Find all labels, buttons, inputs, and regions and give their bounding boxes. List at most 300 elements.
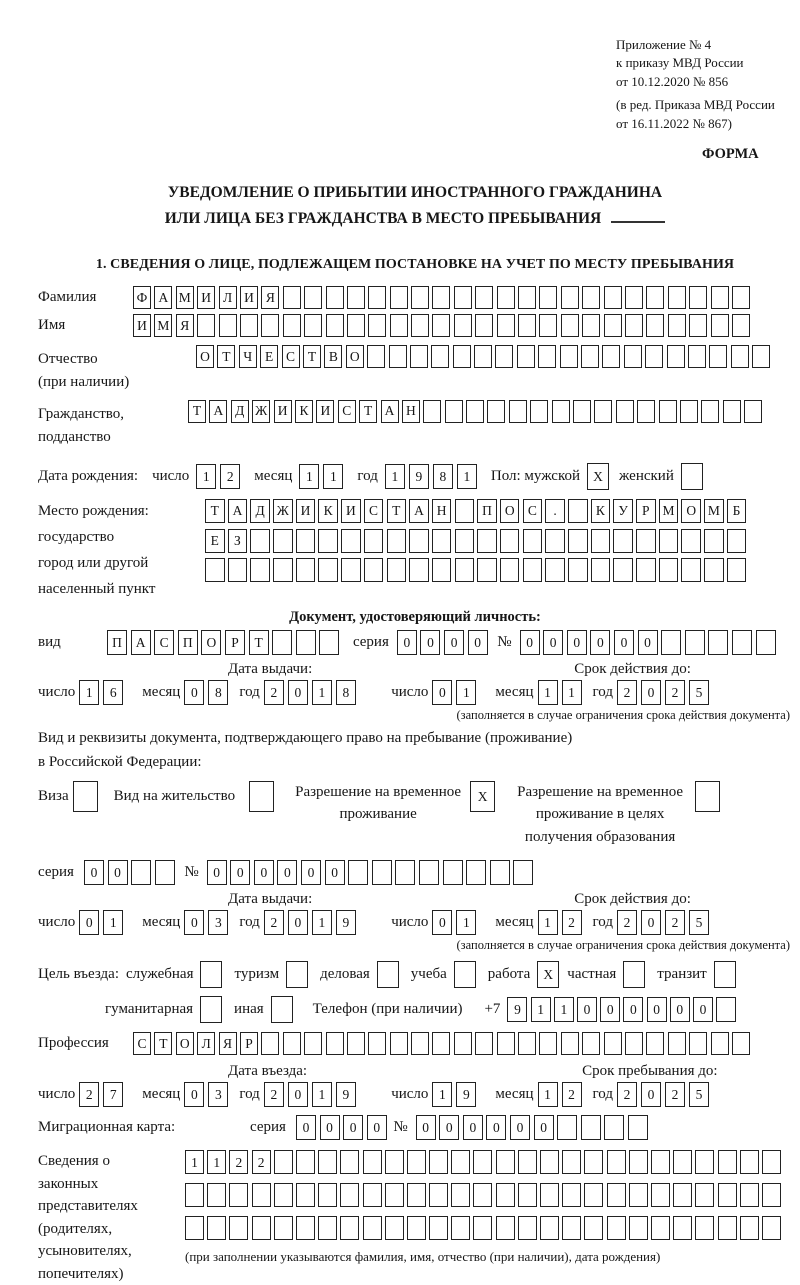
form-cell-empty[interactable] xyxy=(389,345,407,368)
form-cell-filled[interactable]: П xyxy=(107,630,127,655)
form-cell-empty[interactable] xyxy=(629,1216,648,1240)
form-cell-filled[interactable]: 0 xyxy=(320,1115,340,1140)
form-cell-empty[interactable] xyxy=(410,345,428,368)
form-cell-filled[interactable]: А xyxy=(154,286,172,309)
form-cell-empty[interactable] xyxy=(646,314,664,337)
form-cell-empty[interactable] xyxy=(372,860,392,885)
form-cell-empty[interactable] xyxy=(539,1032,557,1055)
form-cell-filled[interactable]: 0 xyxy=(184,680,204,705)
form-cell-filled[interactable]: 0 xyxy=(343,1115,363,1140)
form-cell-filled[interactable]: 2 xyxy=(79,1082,99,1107)
form-cell-filled[interactable]: Ч xyxy=(239,345,257,368)
form-cell-empty[interactable] xyxy=(680,400,698,423)
form-cell-filled[interactable]: 0 xyxy=(184,1082,204,1107)
form-cell-empty[interactable] xyxy=(318,1183,337,1207)
form-cell-empty[interactable] xyxy=(455,558,475,582)
form-cell-empty[interactable] xyxy=(432,286,450,309)
form-cell-empty[interactable] xyxy=(252,1183,271,1207)
form-cell-empty[interactable] xyxy=(668,286,686,309)
form-cell-empty[interactable] xyxy=(274,1183,293,1207)
form-cell-empty[interactable] xyxy=(466,400,484,423)
form-cell-filled[interactable]: 0 xyxy=(463,1115,483,1140)
form-cell-empty[interactable] xyxy=(518,1216,537,1240)
form-cell-filled[interactable]: 0 xyxy=(184,910,204,935)
form-cell-filled[interactable]: С xyxy=(154,630,174,655)
form-cell-filled[interactable]: О xyxy=(681,499,701,523)
form-cell-empty[interactable] xyxy=(185,1216,204,1240)
form-cell-empty[interactable] xyxy=(197,314,215,337)
form-cell-empty[interactable] xyxy=(740,1150,759,1174)
form-cell-empty[interactable] xyxy=(411,314,429,337)
form-cell-empty[interactable] xyxy=(607,1216,626,1240)
form-cell-empty[interactable] xyxy=(390,1032,408,1055)
form-cell-filled[interactable]: О xyxy=(201,630,221,655)
form-cell-empty[interactable] xyxy=(740,1216,759,1240)
form-cell-empty[interactable] xyxy=(561,286,579,309)
form-cell-filled[interactable]: А xyxy=(409,499,429,523)
form-cell-filled[interactable]: 0 xyxy=(641,680,661,705)
form-cell-filled[interactable]: 1 xyxy=(103,910,123,935)
form-cell-empty[interactable] xyxy=(205,558,225,582)
form-cell-filled[interactable]: А xyxy=(131,630,151,655)
form-cell-filled[interactable]: Т xyxy=(154,1032,172,1055)
form-cell-filled[interactable]: 1 xyxy=(299,464,319,489)
form-cell-filled[interactable]: 0 xyxy=(296,1115,316,1140)
form-cell-empty[interactable] xyxy=(762,1150,781,1174)
form-cell-empty[interactable] xyxy=(341,558,361,582)
form-cell-empty[interactable] xyxy=(409,558,429,582)
form-cell-empty[interactable] xyxy=(681,558,701,582)
form-cell-empty[interactable] xyxy=(273,558,293,582)
form-cell-filled[interactable]: 0 xyxy=(638,630,658,655)
form-cell-empty[interactable] xyxy=(219,314,237,337)
form-cell-filled[interactable]: 1 xyxy=(554,997,574,1022)
form-cell-empty[interactable] xyxy=(545,558,565,582)
form-cell-filled[interactable]: 0 xyxy=(486,1115,506,1140)
form-cell-empty[interactable] xyxy=(688,345,706,368)
form-cell-filled[interactable]: 2 xyxy=(562,1082,582,1107)
form-cell-filled[interactable]: 0 xyxy=(468,630,488,655)
form-cell-empty[interactable] xyxy=(326,286,344,309)
form-cell-filled[interactable]: 1 xyxy=(538,910,558,935)
form-cell-filled[interactable]: Т xyxy=(217,345,235,368)
form-cell-empty[interactable] xyxy=(637,400,655,423)
form-cell-empty[interactable] xyxy=(207,1183,226,1207)
form-cell-empty[interactable] xyxy=(625,286,643,309)
form-cell-empty[interactable] xyxy=(185,1183,204,1207)
form-cell-empty[interactable] xyxy=(363,1150,382,1174)
form-cell-empty[interactable] xyxy=(495,345,513,368)
form-cell-filled[interactable]: 0 xyxy=(520,630,540,655)
form-cell-empty[interactable] xyxy=(681,463,703,490)
form-cell-filled[interactable]: 0 xyxy=(301,860,321,885)
form-cell-empty[interactable] xyxy=(432,558,452,582)
form-cell-empty[interactable] xyxy=(557,1115,577,1140)
form-cell-filled[interactable]: 0 xyxy=(416,1115,436,1140)
form-cell-filled[interactable]: 9 xyxy=(336,910,356,935)
form-cell-empty[interactable] xyxy=(407,1216,426,1240)
form-cell-empty[interactable] xyxy=(518,1183,537,1207)
form-cell-empty[interactable] xyxy=(513,860,533,885)
form-cell-filled[interactable]: 2 xyxy=(220,464,240,489)
form-cell-empty[interactable] xyxy=(582,1032,600,1055)
form-cell-empty[interactable] xyxy=(364,558,384,582)
form-cell-filled[interactable]: 0 xyxy=(439,1115,459,1140)
form-cell-filled[interactable]: Д xyxy=(231,400,249,423)
form-cell-filled[interactable]: 1 xyxy=(562,680,582,705)
form-cell-filled[interactable]: 0 xyxy=(543,630,563,655)
form-cell-filled[interactable]: 0 xyxy=(693,997,713,1022)
form-cell-empty[interactable] xyxy=(296,529,316,553)
form-cell-filled[interactable]: И xyxy=(316,400,334,423)
form-cell-filled[interactable]: 2 xyxy=(229,1150,248,1174)
form-cell-filled[interactable]: 6 xyxy=(103,680,123,705)
form-cell-empty[interactable] xyxy=(582,286,600,309)
form-cell-empty[interactable] xyxy=(207,1216,226,1240)
form-cell-empty[interactable] xyxy=(581,345,599,368)
form-cell-filled[interactable]: М xyxy=(704,499,724,523)
form-cell-empty[interactable] xyxy=(673,1216,692,1240)
form-cell-empty[interactable] xyxy=(252,1216,271,1240)
form-cell-filled[interactable]: 0 xyxy=(567,630,587,655)
form-cell-empty[interactable] xyxy=(229,1216,248,1240)
form-cell-filled[interactable]: П xyxy=(178,630,198,655)
form-cell-empty[interactable] xyxy=(240,314,258,337)
form-cell-filled[interactable]: 0 xyxy=(614,630,634,655)
form-cell-filled[interactable]: А xyxy=(228,499,248,523)
form-cell-empty[interactable] xyxy=(646,286,664,309)
form-cell-empty[interactable] xyxy=(552,400,570,423)
form-cell-filled[interactable]: 1 xyxy=(312,680,332,705)
form-cell-empty[interactable] xyxy=(474,345,492,368)
form-cell-filled[interactable]: X xyxy=(587,463,609,490)
form-cell-filled[interactable]: 5 xyxy=(689,910,709,935)
form-cell-empty[interactable] xyxy=(604,1115,624,1140)
form-cell-empty[interactable] xyxy=(573,400,591,423)
form-cell-empty[interactable] xyxy=(377,961,399,988)
form-cell-filled[interactable]: С xyxy=(133,1032,151,1055)
form-cell-empty[interactable] xyxy=(607,1183,626,1207)
form-cell-empty[interactable] xyxy=(261,314,279,337)
form-cell-filled[interactable]: А xyxy=(209,400,227,423)
form-cell-filled[interactable]: Л xyxy=(219,286,237,309)
form-cell-filled[interactable]: 2 xyxy=(264,1082,284,1107)
form-cell-empty[interactable] xyxy=(497,286,515,309)
form-cell-empty[interactable] xyxy=(673,1183,692,1207)
form-cell-empty[interactable] xyxy=(296,1150,315,1174)
form-cell-empty[interactable] xyxy=(347,1032,365,1055)
form-cell-empty[interactable] xyxy=(496,1150,515,1174)
form-cell-filled[interactable]: 8 xyxy=(336,680,356,705)
form-cell-empty[interactable] xyxy=(454,286,472,309)
form-cell-empty[interactable] xyxy=(473,1216,492,1240)
form-cell-empty[interactable] xyxy=(368,314,386,337)
form-cell-empty[interactable] xyxy=(250,558,270,582)
form-cell-filled[interactable]: 0 xyxy=(288,680,308,705)
form-cell-empty[interactable] xyxy=(625,314,643,337)
form-cell-filled[interactable]: 0 xyxy=(207,860,227,885)
form-cell-empty[interactable] xyxy=(496,1216,515,1240)
form-cell-empty[interactable] xyxy=(645,345,663,368)
form-cell-empty[interactable] xyxy=(584,1216,603,1240)
form-cell-empty[interactable] xyxy=(523,529,543,553)
form-cell-empty[interactable] xyxy=(636,558,656,582)
form-cell-filled[interactable]: 1 xyxy=(432,1082,452,1107)
form-cell-empty[interactable] xyxy=(518,286,536,309)
form-cell-empty[interactable] xyxy=(711,1032,729,1055)
form-cell-filled[interactable]: 8 xyxy=(433,464,453,489)
form-cell-filled[interactable]: О xyxy=(176,1032,194,1055)
form-cell-filled[interactable]: X xyxy=(470,781,495,812)
form-cell-empty[interactable] xyxy=(602,345,620,368)
form-cell-empty[interactable] xyxy=(318,529,338,553)
form-cell-empty[interactable] xyxy=(561,1032,579,1055)
form-cell-filled[interactable]: И xyxy=(296,499,316,523)
form-cell-filled[interactable]: З xyxy=(228,529,248,553)
form-cell-empty[interactable] xyxy=(718,1150,737,1174)
form-cell-filled[interactable]: 2 xyxy=(562,910,582,935)
form-cell-empty[interactable] xyxy=(304,314,322,337)
form-cell-filled[interactable]: 0 xyxy=(623,997,643,1022)
form-cell-filled[interactable]: 0 xyxy=(277,860,297,885)
form-cell-empty[interactable] xyxy=(318,1150,337,1174)
form-cell-empty[interactable] xyxy=(341,529,361,553)
form-cell-empty[interactable] xyxy=(431,345,449,368)
form-cell-empty[interactable] xyxy=(304,286,322,309)
form-cell-empty[interactable] xyxy=(689,286,707,309)
form-cell-empty[interactable] xyxy=(604,314,622,337)
form-cell-filled[interactable]: Е xyxy=(260,345,278,368)
form-cell-empty[interactable] xyxy=(604,1032,622,1055)
form-cell-filled[interactable]: И xyxy=(240,286,258,309)
form-cell-empty[interactable] xyxy=(704,529,724,553)
form-cell-empty[interactable] xyxy=(283,314,301,337)
form-cell-empty[interactable] xyxy=(562,1150,581,1174)
form-cell-empty[interactable] xyxy=(387,529,407,553)
form-cell-empty[interactable] xyxy=(429,1183,448,1207)
form-cell-filled[interactable]: 0 xyxy=(444,630,464,655)
form-cell-filled[interactable]: 0 xyxy=(288,1082,308,1107)
form-cell-empty[interactable] xyxy=(744,400,762,423)
form-cell-filled[interactable]: 1 xyxy=(196,464,216,489)
form-cell-filled[interactable]: С xyxy=(282,345,300,368)
form-cell-empty[interactable] xyxy=(673,1150,692,1174)
form-cell-filled[interactable]: М xyxy=(659,499,679,523)
form-cell-empty[interactable] xyxy=(568,499,588,523)
form-cell-empty[interactable] xyxy=(523,558,543,582)
form-cell-empty[interactable] xyxy=(560,345,578,368)
form-cell-filled[interactable]: 0 xyxy=(534,1115,554,1140)
form-cell-empty[interactable] xyxy=(756,630,776,655)
form-cell-filled[interactable]: 9 xyxy=(507,997,527,1022)
form-cell-filled[interactable]: 1 xyxy=(538,1082,558,1107)
form-cell-filled[interactable]: 1 xyxy=(456,910,476,935)
form-cell-filled[interactable]: 0 xyxy=(420,630,440,655)
form-cell-empty[interactable] xyxy=(363,1183,382,1207)
form-cell-empty[interactable] xyxy=(636,529,656,553)
form-cell-filled[interactable]: 1 xyxy=(312,1082,332,1107)
form-cell-empty[interactable] xyxy=(723,400,741,423)
form-cell-empty[interactable] xyxy=(496,1183,515,1207)
form-cell-empty[interactable] xyxy=(651,1183,670,1207)
form-cell-filled[interactable]: Ф xyxy=(133,286,151,309)
form-cell-empty[interactable] xyxy=(659,400,677,423)
form-cell-filled[interactable]: 0 xyxy=(230,860,250,885)
form-cell-filled[interactable]: 2 xyxy=(617,680,637,705)
form-cell-empty[interactable] xyxy=(539,286,557,309)
form-cell-empty[interactable] xyxy=(454,961,476,988)
form-cell-filled[interactable]: Т xyxy=(387,499,407,523)
form-cell-empty[interactable] xyxy=(347,314,365,337)
form-cell-empty[interactable] xyxy=(540,1150,559,1174)
form-cell-empty[interactable] xyxy=(695,1183,714,1207)
form-cell-empty[interactable] xyxy=(545,529,565,553)
form-cell-empty[interactable] xyxy=(451,1216,470,1240)
form-cell-filled[interactable]: 1 xyxy=(185,1150,204,1174)
form-cell-empty[interactable] xyxy=(385,1216,404,1240)
form-cell-empty[interactable] xyxy=(453,345,471,368)
form-cell-filled[interactable]: 2 xyxy=(264,910,284,935)
form-cell-empty[interactable] xyxy=(538,345,556,368)
form-cell-empty[interactable] xyxy=(451,1183,470,1207)
form-cell-empty[interactable] xyxy=(695,1150,714,1174)
form-cell-filled[interactable]: Ж xyxy=(252,400,270,423)
form-cell-empty[interactable] xyxy=(319,630,339,655)
form-cell-empty[interactable] xyxy=(454,1032,472,1055)
form-cell-filled[interactable]: 2 xyxy=(665,910,685,935)
form-cell-empty[interactable] xyxy=(229,1183,248,1207)
form-cell-empty[interactable] xyxy=(296,1183,315,1207)
form-cell-empty[interactable] xyxy=(318,558,338,582)
form-cell-empty[interactable] xyxy=(326,314,344,337)
form-cell-empty[interactable] xyxy=(518,1150,537,1174)
form-cell-empty[interactable] xyxy=(704,558,724,582)
form-cell-empty[interactable] xyxy=(562,1216,581,1240)
form-cell-filled[interactable]: Т xyxy=(249,630,269,655)
form-cell-filled[interactable]: 1 xyxy=(79,680,99,705)
form-cell-empty[interactable] xyxy=(283,286,301,309)
form-cell-empty[interactable] xyxy=(646,1032,664,1055)
form-cell-empty[interactable] xyxy=(475,1032,493,1055)
form-cell-empty[interactable] xyxy=(385,1150,404,1174)
form-cell-empty[interactable] xyxy=(296,558,316,582)
form-cell-empty[interactable] xyxy=(368,1032,386,1055)
form-cell-empty[interactable] xyxy=(727,529,747,553)
form-cell-empty[interactable] xyxy=(395,860,415,885)
form-cell-filled[interactable]: И xyxy=(341,499,361,523)
form-cell-filled[interactable]: 5 xyxy=(689,1082,709,1107)
form-cell-empty[interactable] xyxy=(286,961,308,988)
form-cell-empty[interactable] xyxy=(732,1032,750,1055)
form-cell-empty[interactable] xyxy=(732,630,752,655)
form-cell-filled[interactable]: Я xyxy=(219,1032,237,1055)
form-cell-empty[interactable] xyxy=(711,314,729,337)
form-cell-empty[interactable] xyxy=(732,314,750,337)
form-cell-empty[interactable] xyxy=(432,314,450,337)
form-cell-filled[interactable]: Б xyxy=(727,499,747,523)
form-cell-empty[interactable] xyxy=(530,400,548,423)
form-cell-empty[interactable] xyxy=(714,961,736,988)
form-cell-filled[interactable]: К xyxy=(295,400,313,423)
form-cell-empty[interactable] xyxy=(497,1032,515,1055)
form-cell-empty[interactable] xyxy=(385,1183,404,1207)
form-cell-filled[interactable]: 9 xyxy=(336,1082,356,1107)
form-cell-empty[interactable] xyxy=(296,630,316,655)
form-cell-empty[interactable] xyxy=(740,1183,759,1207)
form-cell-filled[interactable]: О xyxy=(196,345,214,368)
form-cell-empty[interactable] xyxy=(274,1150,293,1174)
form-cell-empty[interactable] xyxy=(363,1216,382,1240)
form-cell-filled[interactable]: 0 xyxy=(590,630,610,655)
form-cell-empty[interactable] xyxy=(727,558,747,582)
form-cell-filled[interactable]: 0 xyxy=(600,997,620,1022)
form-cell-empty[interactable] xyxy=(509,400,527,423)
form-cell-filled[interactable]: Н xyxy=(432,499,452,523)
form-cell-filled[interactable]: 1 xyxy=(207,1150,226,1174)
form-cell-filled[interactable]: Л xyxy=(197,1032,215,1055)
form-cell-empty[interactable] xyxy=(518,1032,536,1055)
form-cell-empty[interactable] xyxy=(250,529,270,553)
form-cell-empty[interactable] xyxy=(701,400,719,423)
form-cell-filled[interactable]: 9 xyxy=(456,1082,476,1107)
form-cell-empty[interactable] xyxy=(155,860,175,885)
form-cell-empty[interactable] xyxy=(718,1183,737,1207)
form-cell-empty[interactable] xyxy=(272,630,292,655)
form-cell-empty[interactable] xyxy=(659,529,679,553)
form-cell-empty[interactable] xyxy=(131,860,151,885)
form-cell-empty[interactable] xyxy=(274,1216,293,1240)
form-cell-empty[interactable] xyxy=(629,1183,648,1207)
form-cell-empty[interactable] xyxy=(659,558,679,582)
form-cell-empty[interactable] xyxy=(709,345,727,368)
form-cell-empty[interactable] xyxy=(411,286,429,309)
form-cell-empty[interactable] xyxy=(364,529,384,553)
form-cell-empty[interactable] xyxy=(625,1032,643,1055)
form-cell-filled[interactable]: 2 xyxy=(617,910,637,935)
form-cell-empty[interactable] xyxy=(540,1216,559,1240)
form-cell-empty[interactable] xyxy=(423,400,441,423)
form-cell-empty[interactable] xyxy=(432,529,452,553)
form-cell-filled[interactable]: П xyxy=(477,499,497,523)
form-cell-empty[interactable] xyxy=(685,630,705,655)
form-cell-empty[interactable] xyxy=(407,1183,426,1207)
form-cell-empty[interactable] xyxy=(689,1032,707,1055)
form-cell-filled[interactable]: 0 xyxy=(325,860,345,885)
form-cell-empty[interactable] xyxy=(731,345,749,368)
form-cell-filled[interactable]: 5 xyxy=(689,680,709,705)
form-cell-filled[interactable]: 1 xyxy=(385,464,405,489)
form-cell-empty[interactable] xyxy=(296,1216,315,1240)
form-cell-empty[interactable] xyxy=(475,314,493,337)
form-cell-filled[interactable]: 0 xyxy=(254,860,274,885)
form-cell-filled[interactable]: А xyxy=(381,400,399,423)
form-cell-empty[interactable] xyxy=(591,529,611,553)
form-cell-empty[interactable] xyxy=(568,529,588,553)
form-cell-filled[interactable]: Р xyxy=(636,499,656,523)
form-cell-empty[interactable] xyxy=(73,781,98,812)
form-cell-filled[interactable]: 1 xyxy=(538,680,558,705)
form-cell-filled[interactable]: Т xyxy=(188,400,206,423)
form-cell-filled[interactable]: Т xyxy=(205,499,225,523)
form-cell-empty[interactable] xyxy=(616,400,634,423)
form-cell-empty[interactable] xyxy=(497,314,515,337)
form-cell-empty[interactable] xyxy=(347,286,365,309)
form-cell-empty[interactable] xyxy=(475,286,493,309)
form-cell-empty[interactable] xyxy=(445,400,463,423)
form-cell-empty[interactable] xyxy=(283,1032,301,1055)
form-cell-empty[interactable] xyxy=(628,1115,648,1140)
form-cell-filled[interactable]: М xyxy=(154,314,172,337)
